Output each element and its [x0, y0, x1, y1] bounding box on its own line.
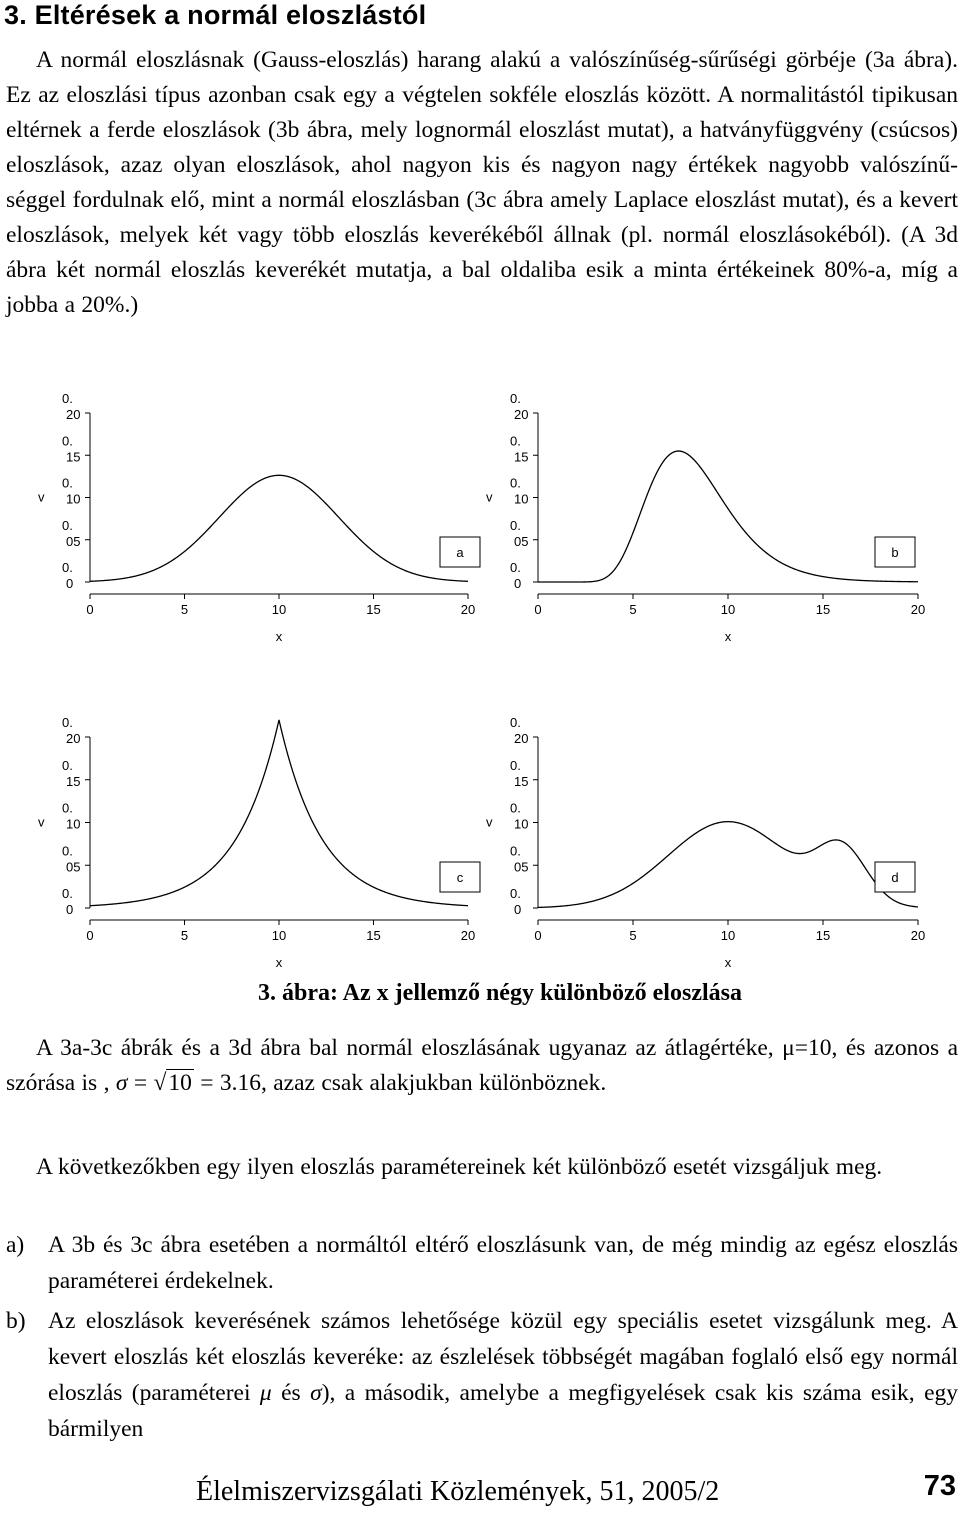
sqrt-sign: √ [153, 1070, 167, 1096]
x-tick-label: 15 [366, 602, 381, 617]
y-axis-label: v [486, 814, 493, 830]
y-axis-label: v [38, 489, 45, 505]
y-tick-label-top: 0. [62, 800, 73, 816]
panel-label: a [456, 545, 464, 560]
x-tick-label: 0 [534, 928, 542, 943]
y-tick-label-top: 0. [62, 715, 73, 730]
journal-footer: Élelmiszervizsgálati Közlemények, 51, 2005/2 [196, 1476, 720, 1507]
density-curve-a [90, 475, 468, 581]
y-tick-label-top: 0. [62, 391, 73, 406]
chart-panel-a [38, 391, 480, 644]
x-tick-label: 15 [815, 602, 831, 617]
y-tick-label-bottom: 05 [66, 859, 81, 875]
y-tick-label-top: 0. [510, 886, 521, 901]
y-tick-label-top: 0. [510, 475, 521, 491]
panel-label: b [891, 545, 899, 560]
chart-panel-d [486, 715, 925, 970]
mean-paragraph [6, 1031, 958, 1101]
panel-label: d [891, 870, 899, 885]
y-tick-label-bottom: 0 [514, 576, 522, 591]
sigma-symbol: σ [115, 1070, 128, 1096]
density-curve-d [538, 822, 918, 908]
mean-line-1: A 3a-3c ábrák és a 3d ábra bal normál eloszlásának ugyanaz az átlagértéke, [36, 1035, 774, 1061]
y-axis-label: v [486, 489, 493, 505]
y-tick-label-top: 0. [510, 715, 521, 730]
x-tick-label: 0 [534, 602, 542, 617]
y-tick-label-top: 0. [510, 517, 521, 533]
x-tick-label: 20 [910, 928, 926, 943]
list-item-b [6, 1303, 958, 1447]
x-tick-label: 15 [366, 928, 381, 943]
y-tick-label-top: 0. [62, 517, 73, 533]
x-tick-label: 20 [460, 602, 476, 617]
equals-sign: = [133, 1070, 148, 1096]
y-tick-label-top: 0. [510, 560, 521, 575]
x-tick-label: 5 [180, 602, 189, 617]
y-tick-label-bottom: 15 [514, 449, 529, 465]
y-tick-label-bottom: 10 [66, 816, 81, 832]
y-tick-label-bottom: 0 [66, 902, 74, 917]
y-axis-label: v [38, 814, 45, 830]
y-tick-label-top: 0. [510, 800, 521, 816]
list-text-b-part1: Az eloszlások keverésének számos lehetősége közül egy speciális esetet vizsgálunk meg. A kevert eloszlás két eloszlás keveréke: az észlelések többségét magában foglaló első egy normál eloszlás (paraméterei [48, 1308, 958, 1406]
list-marker-a: a) [6, 1232, 25, 1258]
y-tick-label-bottom: 10 [514, 491, 529, 507]
x-tick-label: 10 [271, 602, 287, 617]
list-text-b [48, 1303, 958, 1447]
y-tick-label-top: 0. [62, 433, 73, 449]
x-tick-label: 0 [86, 928, 94, 943]
x-tick-label: 20 [910, 602, 926, 617]
x-axis-label: x [724, 629, 732, 644]
x-tick-label: 10 [720, 928, 736, 943]
x-tick-label: 20 [460, 928, 476, 943]
density-curve-c [90, 720, 468, 906]
y-tick-label-top: 0. [62, 886, 73, 901]
figure-caption: 3. ábra: Az x jellemző négy különböző eloszlása [258, 980, 742, 1006]
y-tick-label-top: 0. [62, 475, 73, 491]
page-number: 73 [923, 1470, 956, 1502]
sigma-value: = 3.16 [200, 1070, 261, 1096]
x-tick-label: 10 [271, 928, 287, 943]
list-marker-b: b) [6, 1308, 26, 1334]
x-tick-label: 5 [629, 928, 637, 943]
y-tick-label-bottom: 15 [66, 773, 81, 789]
chart-panel-b [486, 391, 925, 644]
list-text-a: A 3b és 3c ábra esetében a normáltól eltérő eloszlásunk van, de még mindig az egész eloszlás paraméterei érdekelnek. [48, 1232, 958, 1294]
y-tick-label-top: 0. [62, 843, 73, 859]
mu-symbol: μ [259, 1380, 272, 1406]
x-axis-label: x [275, 955, 283, 970]
panel-label: c [456, 870, 464, 885]
y-tick-label-bottom: 05 [66, 533, 81, 549]
y-tick-label-bottom: 10 [514, 816, 529, 832]
list-text-b-part2: ), a második, amelybe a megfigyelések csak kis száma esik, egy bármilyen [48, 1380, 958, 1442]
y-tick-label-bottom: 20 [514, 731, 529, 746]
y-tick-label-bottom: 20 [66, 407, 81, 422]
x-axis-label: x [275, 629, 283, 644]
list-text-b-and: és [271, 1380, 311, 1406]
density-curve-b [538, 451, 918, 582]
y-tick-label-bottom: 05 [514, 859, 529, 875]
y-tick-label-top: 0. [510, 843, 521, 859]
list-item-a [6, 1227, 958, 1299]
mean-line-3: különböznek. [478, 1070, 607, 1096]
y-tick-label-top: 0. [510, 391, 521, 406]
x-tick-label: 5 [180, 928, 189, 943]
y-tick-label-bottom: 15 [66, 449, 81, 465]
x-tick-label: 10 [720, 602, 736, 617]
y-tick-label-bottom: 0 [514, 902, 522, 917]
section-heading: 3. Eltérések a normál eloszlástól [4, 0, 427, 30]
y-tick-label-top: 0. [510, 757, 521, 773]
x-tick-label: 5 [629, 602, 637, 617]
mean-mu-text: μ=10, és azonos a szórása is , [6, 1035, 959, 1096]
x-axis-label: x [724, 955, 732, 970]
intro-paragraph: A normál eloszlásnak (Gauss-eloszlás) harang alakú a valószínűség-sűrűségi görbéje (3a ábra). Ez az eloszlási típus azonban csak egy a végtelen sokféle eloszlás között. A normalitástól tipikusan eltérnek a ferde eloszlások (3b ábra, mely lognormál eloszlást mutat), a hatványfüggvény (csúcsos) eloszlások, azaz olyan eloszlások, ahol nagyon kis és nagyon nagy értékek nagyobb valószínű-séggel fordulnak elő, mint a normál eloszlásban (3c ábra amely Laplace eloszlást mutat), és a kevert eloszlások, melyek két vagy több eloszlás keverékéből állnak (pl. normál eloszlásokéból). (A 3d ábra két normál eloszlás keverékét mutatja, a bal oldaliba esik a minta értékeinek 80%-a, míg a jobba a 20%.) [6, 47, 958, 318]
y-tick-label-bottom: 10 [66, 491, 81, 507]
sigma-symbol-b: σ [310, 1380, 322, 1406]
x-tick-label: 0 [86, 602, 94, 617]
y-tick-label-bottom: 20 [514, 407, 529, 422]
x-tick-label: 15 [815, 928, 831, 943]
y-tick-label-bottom: 15 [514, 773, 529, 789]
chart-panel-c [38, 715, 480, 970]
following-paragraph: A következőkben egy ilyen eloszlás paramétereinek két különböző esetét vizsgáljuk meg. [36, 1154, 883, 1180]
y-tick-label-bottom: 20 [66, 731, 81, 746]
y-tick-label-top: 0. [510, 433, 521, 449]
mean-tail: , azaz csak alakjukban [261, 1070, 473, 1096]
sqrt-radicand: 10 [168, 1070, 192, 1096]
y-tick-label-top: 0. [62, 560, 73, 575]
y-tick-label-bottom: 0 [66, 576, 74, 591]
y-tick-label-top: 0. [62, 757, 73, 773]
y-tick-label-bottom: 05 [514, 533, 529, 549]
